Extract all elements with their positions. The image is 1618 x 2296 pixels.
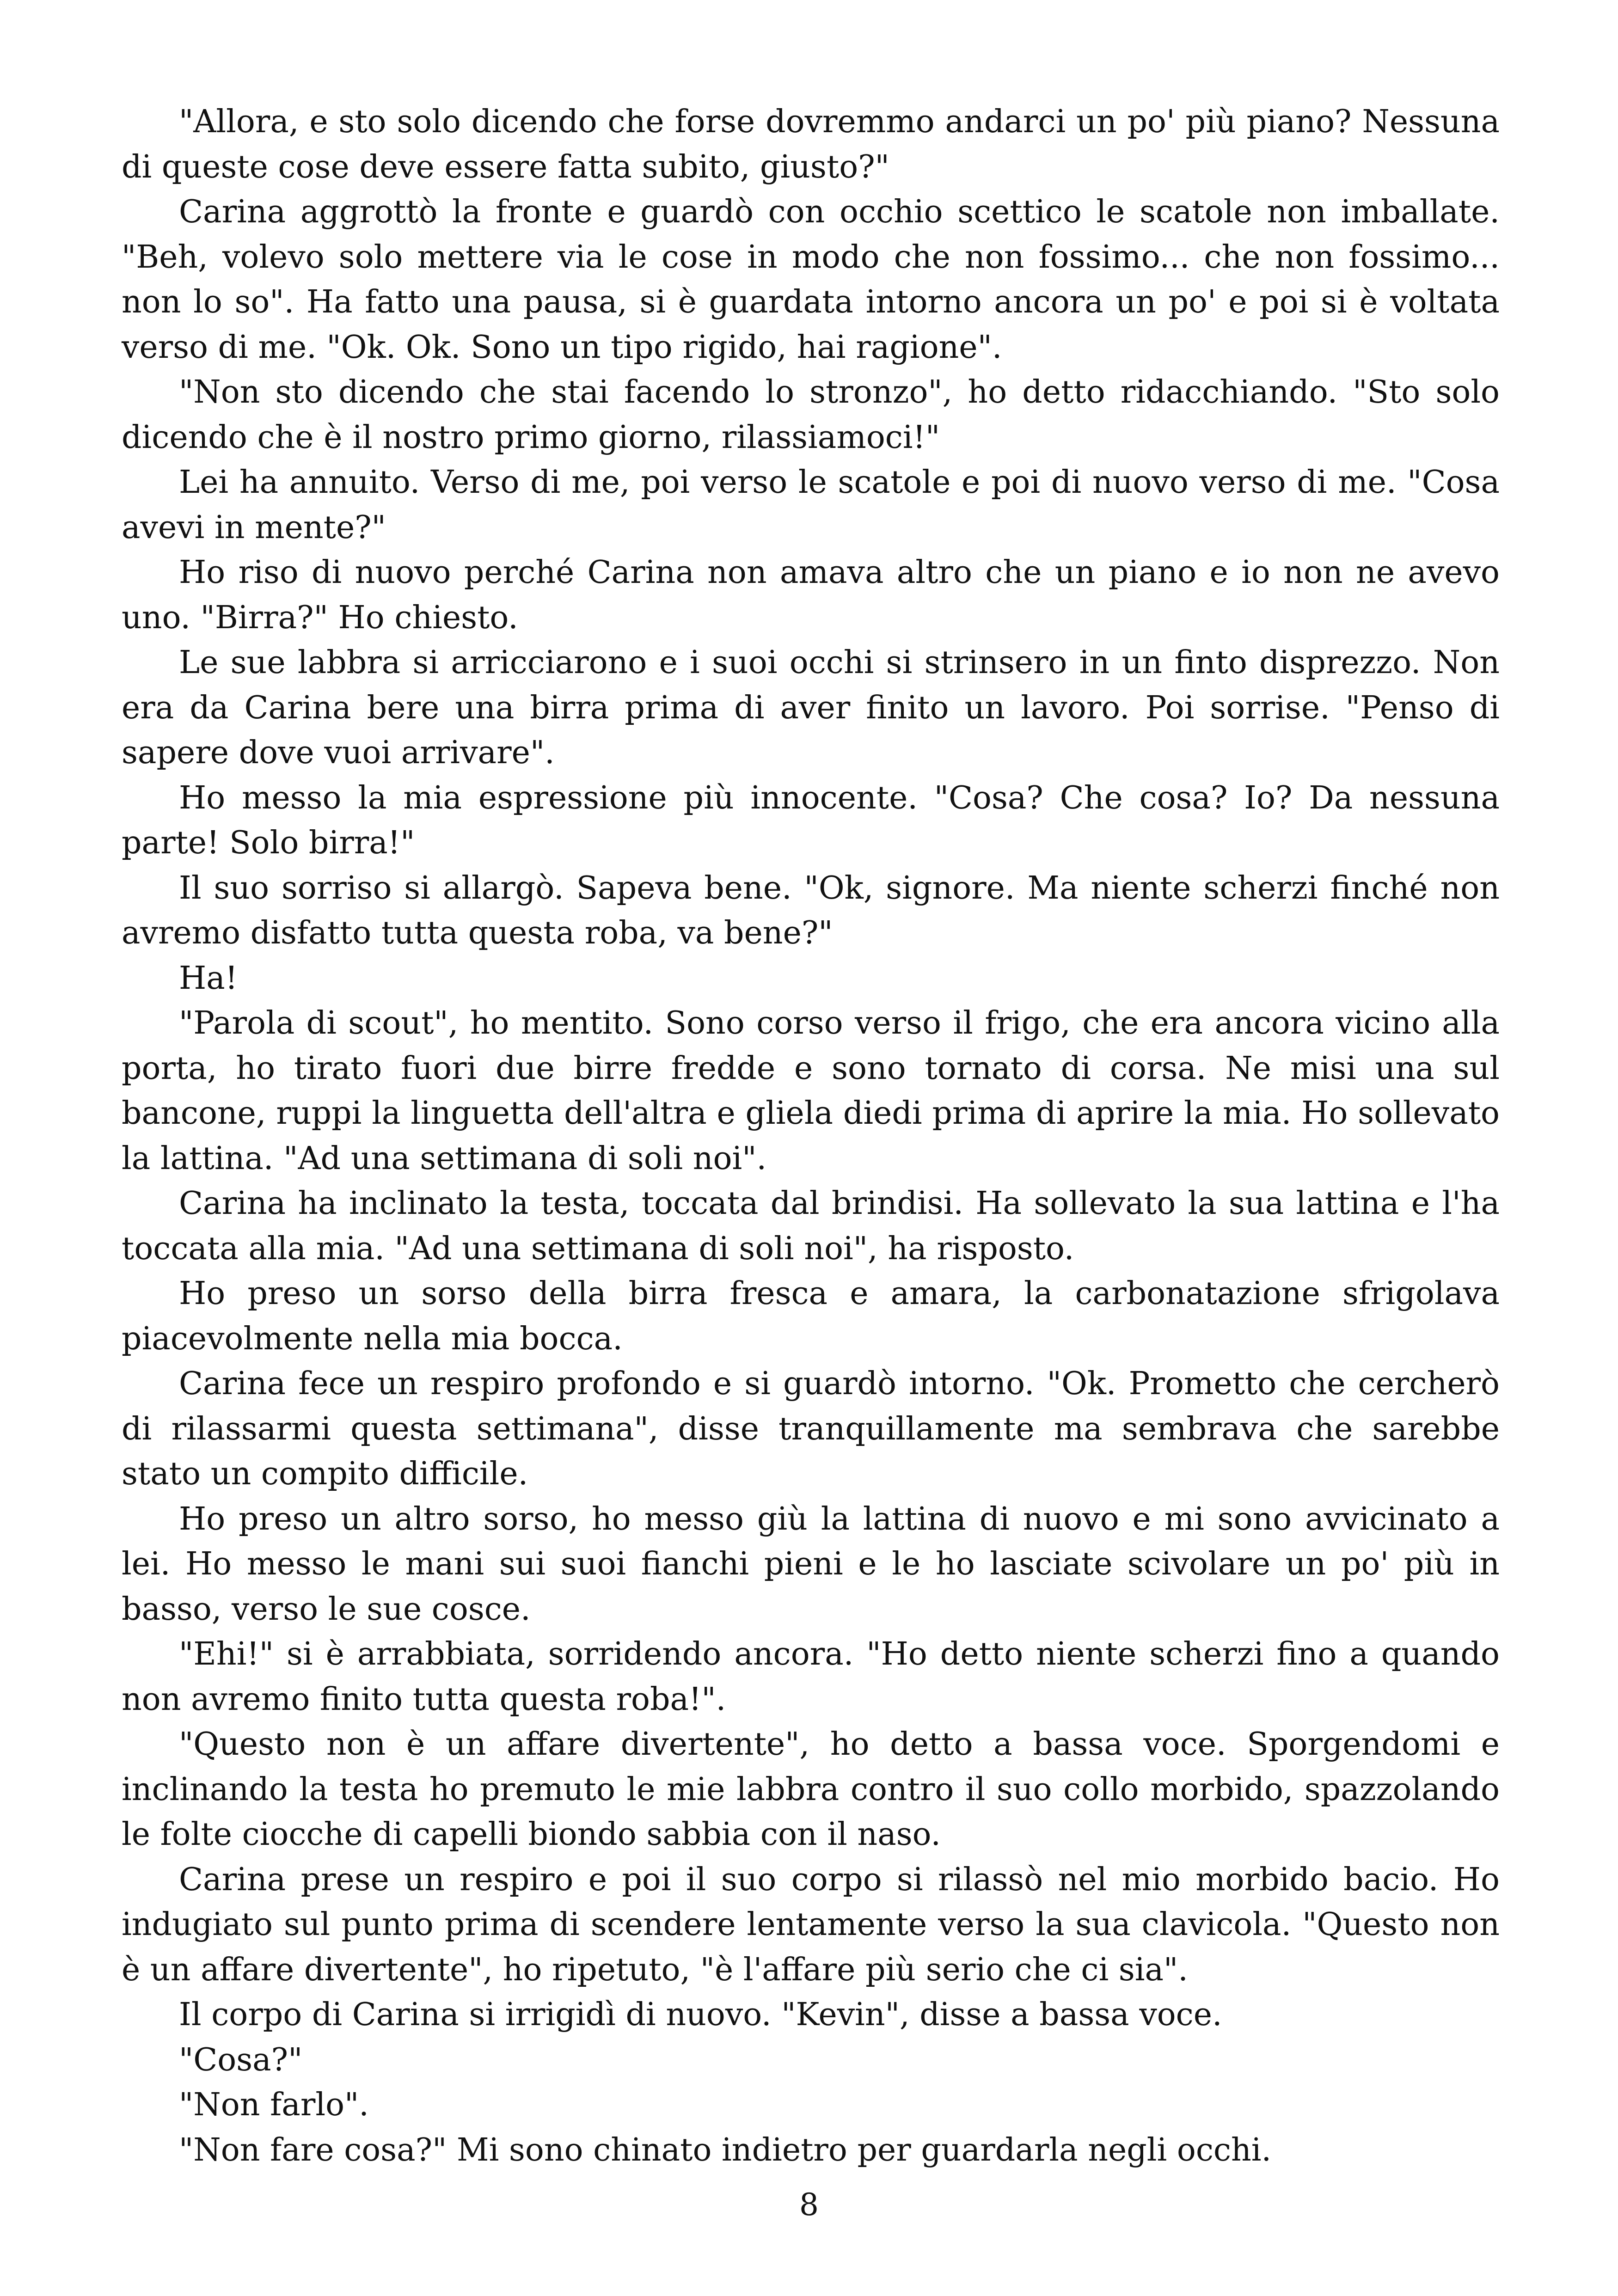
paragraph: Ho preso un sorso della birra fresca e amara, la carbonatazione sfrigolava piacevolmente nella mia bocca. (122, 1275, 1500, 1357)
paragraph: "Non fare cosa?" Mi sono chinato indietro per guardarla negli occhi. (179, 2131, 1272, 2168)
paragraph: "Allora, e sto solo dicendo che forse dovremmo andarci un po' più piano? Nessuna di queste cose deve essere fatta subito, giusto?" (122, 104, 1500, 185)
paragraph: "Non farlo". (179, 2087, 369, 2123)
paragraph: Le sue labbra si arricciarono e i suoi occhi si strinsero in un finto disprezzo. Non era da Carina bere una birra prima di aver finito un lavoro. Poi sorrise. "Penso di sapere dove vuoi arrivare". (122, 644, 1500, 771)
paragraph: Lei ha annuito. Verso di me, poi verso le scatole e poi di nuovo verso di me. "Cosa avevi in mente?" (122, 464, 1500, 546)
paragraph: "Non sto dicendo che stai facendo lo stronzo", ho detto ridacchiando. "Sto solo dicendo che è il nostro primo giorno, rilassiamoci!" (122, 374, 1500, 456)
paragraph: Ho riso di nuovo perché Carina non amava altro che un piano e io non ne avevo uno. "Birra?" Ho chiesto. (122, 554, 1500, 636)
paragraph: Carina ha inclinato la testa, toccata dal brindisi. Ha sollevato la sua lattina e l'ha toccata alla mia. "Ad una settimana di soli noi", ha risposto. (122, 1185, 1500, 1267)
paragraph: Ho messo la mia espressione più innocente. "Cosa? Che cosa? Io? Da nessuna parte! Solo birra!" (122, 779, 1500, 861)
paragraph: Il corpo di Carina si irrigidì di nuovo. "Kevin", disse a bassa voce. (179, 1996, 1222, 2033)
paragraph: Carina fece un respiro profondo e si guardò intorno. "Ok. Prometto che cercherò di rilassarmi questa settimana", disse tranquillamente ma sembrava che sarebbe stato un compito difficile. (122, 1365, 1500, 1492)
page-number: 8 (799, 2187, 819, 2223)
paragraph: Ho preso un altro sorso, ho messo giù la lattina di nuovo e mi sono avvicinato a lei. Ho messo le mani sui suoi fianchi pieni e le ho lasciate scivolare un po' più in basso, verso le sue cosce. (122, 1500, 1500, 1628)
paragraph: "Cosa?" (179, 2041, 303, 2078)
paragraph: Carina prese un respiro e poi il suo corpo si rilassò nel mio morbido bacio. Ho indugiato sul punto prima di scendere lentamente verso la sua clavicola. "Questo non è un affare divertente", ho ripetuto, "è l'affare più serio che ci sia". (122, 1861, 1500, 1988)
paragraph: "Questo non è un affare divertente", ho detto a bassa voce. Sporgendomi e inclinando la testa ho premuto le mie labbra contro il suo collo morbido, spazzolando le folte ciocche di capelli biondo sabbia con il naso. (122, 1726, 1500, 1853)
paragraph: Il suo sorriso si allargò. Sapeva bene. "Ok, signore. Ma niente scherzi finché non avremo disfatto tutta questa roba, va bene?" (122, 869, 1500, 951)
paragraph: "Parola di scout", ho mentito. Sono corso verso il frigo, che era ancora vicino alla porta, ho tirato fuori due birre fredde e sono tornato di corsa. Ne misi una sul bancone, ruppi la linguetta dell'altra e gliela diedi prima di aprire la mia. Ho sollevato la lattina. "Ad una settimana di soli noi". (122, 1005, 1500, 1177)
page-body (122, 99, 1500, 2173)
paragraph: "Ehi!" si è arrabbiata, sorridendo ancora. "Ho detto niente scherzi fino a quando non avremo finito tutta questa roba!". (122, 1636, 1500, 1718)
paragraph: Carina aggrottò la fronte e guardò con occhio scettico le scatole non imballate. "Beh, volevo solo mettere via le cose in modo che non fossimo... che non fossimo... non lo so". Ha fatto una pausa, si è guardata intorno ancora un po' e poi si è voltata verso di me. "Ok. Ok. Sono un tipo rigido, hai ragione". (122, 194, 1500, 366)
paragraph: Ha! (179, 960, 238, 997)
